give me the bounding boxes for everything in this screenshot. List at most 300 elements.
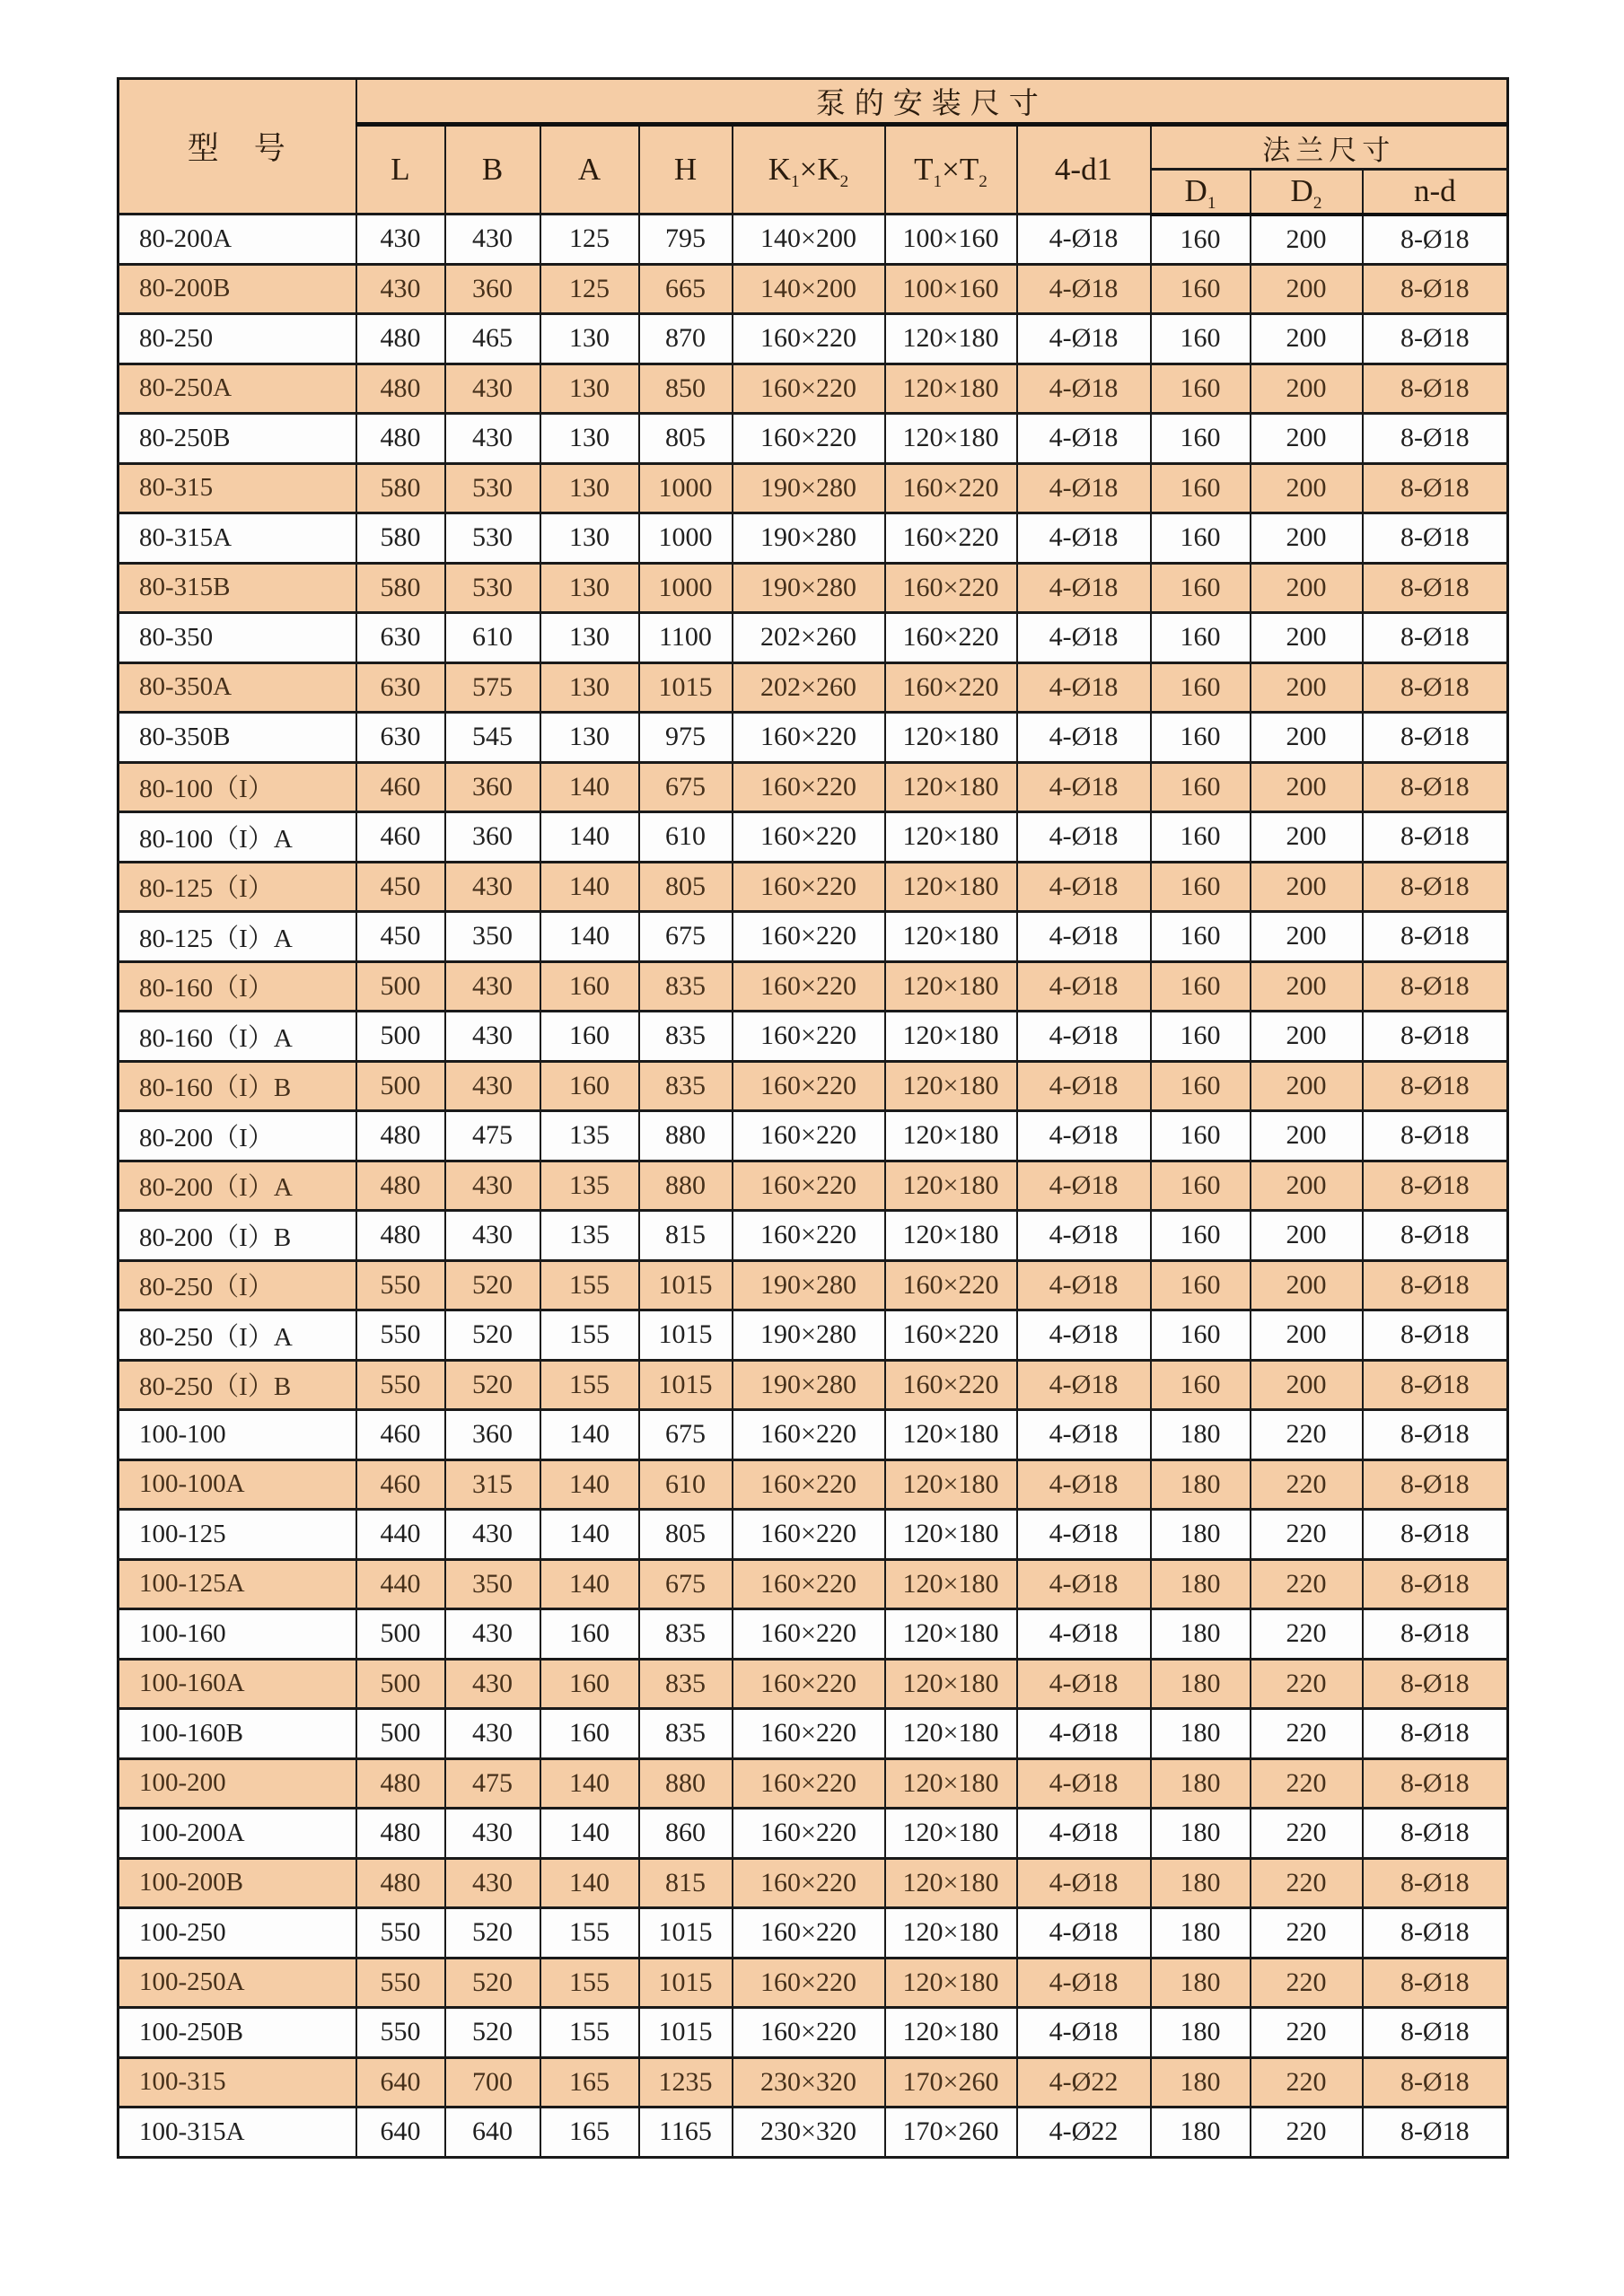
t2-sub: 2: [979, 172, 988, 191]
cell-H: 880: [639, 1111, 733, 1161]
cell-nd: 8-Ø18: [1363, 1858, 1508, 1908]
cell-H: 675: [639, 1410, 733, 1460]
cell-K1xK2: 190×280: [733, 463, 885, 513]
cell-nd: 8-Ø18: [1363, 2108, 1508, 2158]
cell-A: 140: [540, 1809, 639, 1859]
table-row: [119, 862, 1508, 912]
cell-model: 80-160（I）: [119, 961, 356, 1012]
cell-4d1: 4-Ø18: [1017, 1659, 1151, 1709]
cell-model: 80-200（I）B: [119, 1211, 356, 1261]
table-row: [119, 1858, 1508, 1908]
cell-L: 630: [356, 662, 445, 713]
cell-T1xT2: 120×180: [885, 1012, 1017, 1062]
cell-model: 80-200（I）: [119, 1111, 356, 1161]
cell-T1xT2: 120×180: [885, 1559, 1017, 1609]
cell-H: 610: [639, 1459, 733, 1510]
cell-D1: 160: [1151, 812, 1251, 863]
cell-K1xK2: 140×200: [733, 264, 885, 314]
cell-D2: 220: [1251, 2057, 1363, 2108]
cell-K1xK2: 190×280: [733, 563, 885, 613]
cell-D2: 200: [1251, 563, 1363, 613]
cell-D1: 160: [1151, 961, 1251, 1012]
cell-K1xK2: 160×220: [733, 1111, 885, 1161]
cell-B: 430: [445, 1609, 540, 1660]
cell-D2: 200: [1251, 912, 1363, 962]
table-row: [119, 613, 1508, 663]
cell-T1xT2: 160×220: [885, 513, 1017, 564]
cell-A: 140: [540, 862, 639, 912]
cell-T1xT2: 120×180: [885, 1061, 1017, 1111]
cell-4d1: 4-Ø18: [1017, 1758, 1151, 1809]
cell-nd: 8-Ø18: [1363, 1758, 1508, 1809]
cell-D1: 180: [1151, 1659, 1251, 1709]
table-row: [119, 662, 1508, 713]
d2-base: D: [1290, 173, 1313, 209]
cell-model: 100-250: [119, 1908, 356, 1959]
cell-D2: 200: [1251, 513, 1363, 564]
cell-A: 130: [540, 513, 639, 564]
cell-model: 100-200: [119, 1758, 356, 1809]
cell-nd: 8-Ø18: [1363, 513, 1508, 564]
cell-T1xT2: 120×180: [885, 1609, 1017, 1660]
cell-K1xK2: 160×220: [733, 314, 885, 364]
table-row: [119, 1758, 1508, 1809]
cell-B: 465: [445, 314, 540, 364]
table-row: [119, 414, 1508, 464]
cell-L: 500: [356, 1659, 445, 1709]
cell-L: 440: [356, 1510, 445, 1560]
cell-K1xK2: 160×220: [733, 1809, 885, 1859]
cell-B: 575: [445, 662, 540, 713]
cell-model: 100-315A: [119, 2108, 356, 2158]
cell-4d1: 4-Ø18: [1017, 1061, 1151, 1111]
col-header-model: 型 号: [119, 79, 356, 215]
table-row: [119, 1012, 1508, 1062]
cell-K1xK2: 160×220: [733, 1758, 885, 1809]
table-row: [119, 364, 1508, 414]
cell-T1xT2: 100×160: [885, 264, 1017, 314]
cell-D2: 200: [1251, 414, 1363, 464]
cell-D1: 180: [1151, 1410, 1251, 1460]
cell-nd: 8-Ø18: [1363, 1459, 1508, 1510]
cell-T1xT2: 120×180: [885, 2008, 1017, 2058]
cell-D2: 220: [1251, 1908, 1363, 1959]
flange-dimensions-title: 法兰尺寸: [1151, 125, 1508, 170]
cell-L: 500: [356, 1061, 445, 1111]
cell-4d1: 4-Ø18: [1017, 2008, 1151, 2058]
cell-D1: 180: [1151, 1709, 1251, 1759]
cell-T1xT2: 120×180: [885, 1858, 1017, 1908]
cell-A: 160: [540, 1659, 639, 1709]
col-header-B: B: [445, 125, 540, 215]
d1-base: D: [1184, 173, 1207, 209]
cell-A: 140: [540, 1410, 639, 1460]
cell-H: 1100: [639, 613, 733, 663]
cell-K1xK2: 160×220: [733, 1559, 885, 1609]
cell-D1: 160: [1151, 1061, 1251, 1111]
cell-nd: 8-Ø18: [1363, 414, 1508, 464]
cell-D1: 180: [1151, 2008, 1251, 2058]
cell-A: 130: [540, 364, 639, 414]
t-times: ×: [942, 152, 960, 187]
cell-H: 880: [639, 1758, 733, 1809]
cell-D2: 200: [1251, 463, 1363, 513]
cell-H: 1015: [639, 662, 733, 713]
cell-T1xT2: 120×180: [885, 1510, 1017, 1560]
cell-B: 430: [445, 1211, 540, 1261]
cell-L: 500: [356, 1609, 445, 1660]
table-row: [119, 2008, 1508, 2058]
col-header-T1xT2: [885, 125, 1017, 215]
cell-A: 155: [540, 1908, 639, 1959]
header-row-title: [119, 79, 1508, 125]
cell-H: 665: [639, 264, 733, 314]
cell-H: 1015: [639, 1310, 733, 1361]
k-times: ×: [799, 152, 818, 187]
table-row: [119, 1211, 1508, 1261]
table-row: [119, 1559, 1508, 1609]
cell-L: 580: [356, 463, 445, 513]
cell-B: 545: [445, 713, 540, 763]
cell-A: 155: [540, 1260, 639, 1310]
cell-A: 140: [540, 1559, 639, 1609]
cell-B: 520: [445, 1310, 540, 1361]
cell-B: 520: [445, 1958, 540, 2008]
cell-B: 360: [445, 1410, 540, 1460]
t1-base: T: [914, 152, 934, 187]
col-header-L: L: [356, 125, 445, 215]
cell-K1xK2: 202×260: [733, 613, 885, 663]
cell-4d1: 4-Ø18: [1017, 314, 1151, 364]
cell-4d1: 4-Ø18: [1017, 1161, 1151, 1211]
cell-H: 975: [639, 713, 733, 763]
cell-nd: 8-Ø18: [1363, 713, 1508, 763]
cell-D1: 180: [1151, 1609, 1251, 1660]
cell-4d1: 4-Ø18: [1017, 215, 1151, 265]
cell-H: 805: [639, 862, 733, 912]
cell-D2: 200: [1251, 713, 1363, 763]
cell-nd: 8-Ø18: [1363, 1260, 1508, 1310]
cell-H: 805: [639, 1510, 733, 1560]
cell-T1xT2: 160×220: [885, 463, 1017, 513]
cell-B: 430: [445, 414, 540, 464]
cell-L: 480: [356, 414, 445, 464]
cell-D2: 200: [1251, 314, 1363, 364]
cell-A: 165: [540, 2108, 639, 2158]
cell-T1xT2: 120×180: [885, 713, 1017, 763]
cell-D2: 200: [1251, 364, 1363, 414]
cell-K1xK2: 160×220: [733, 1012, 885, 1062]
cell-4d1: 4-Ø18: [1017, 513, 1151, 564]
cell-D1: 160: [1151, 613, 1251, 663]
cell-H: 835: [639, 961, 733, 1012]
cell-T1xT2: 120×180: [885, 1758, 1017, 1809]
cell-A: 130: [540, 563, 639, 613]
cell-D2: 220: [1251, 2008, 1363, 2058]
cell-H: 835: [639, 1659, 733, 1709]
cell-L: 580: [356, 563, 445, 613]
cell-H: 850: [639, 364, 733, 414]
cell-K1xK2: 230×320: [733, 2057, 885, 2108]
cell-model: 80-250（I）B: [119, 1360, 356, 1410]
cell-T1xT2: 160×220: [885, 563, 1017, 613]
cell-A: 155: [540, 2008, 639, 2058]
cell-4d1: 4-Ø18: [1017, 862, 1151, 912]
cell-4d1: 4-Ø18: [1017, 1609, 1151, 1660]
cell-L: 440: [356, 1559, 445, 1609]
cell-nd: 8-Ø18: [1363, 912, 1508, 962]
cell-T1xT2: 120×180: [885, 414, 1017, 464]
table-row: [119, 1161, 1508, 1211]
cell-D1: 160: [1151, 314, 1251, 364]
cell-H: 1015: [639, 1360, 733, 1410]
cell-K1xK2: 160×220: [733, 713, 885, 763]
cell-B: 430: [445, 961, 540, 1012]
cell-H: 835: [639, 1609, 733, 1660]
cell-B: 315: [445, 1459, 540, 1510]
cell-B: 430: [445, 1858, 540, 1908]
cell-D2: 220: [1251, 1410, 1363, 1460]
cell-D2: 200: [1251, 1310, 1363, 1361]
cell-T1xT2: 120×180: [885, 762, 1017, 812]
cell-B: 430: [445, 1061, 540, 1111]
cell-4d1: 4-Ø18: [1017, 1310, 1151, 1361]
cell-H: 870: [639, 314, 733, 364]
cell-model: 80-125（I）A: [119, 912, 356, 962]
cell-K1xK2: 140×200: [733, 215, 885, 265]
t2-base: T: [959, 152, 979, 187]
cell-A: 140: [540, 912, 639, 962]
cell-model: 80-100（I）: [119, 762, 356, 812]
cell-H: 835: [639, 1061, 733, 1111]
cell-A: 140: [540, 1510, 639, 1560]
cell-nd: 8-Ø18: [1363, 463, 1508, 513]
cell-nd: 8-Ø18: [1363, 1012, 1508, 1062]
cell-D2: 200: [1251, 762, 1363, 812]
cell-T1xT2: 160×220: [885, 613, 1017, 663]
cell-K1xK2: 190×280: [733, 1310, 885, 1361]
cell-L: 460: [356, 762, 445, 812]
table-header: [119, 79, 1508, 215]
table-row: [119, 1260, 1508, 1310]
cell-D2: 200: [1251, 1211, 1363, 1261]
cell-D2: 220: [1251, 1758, 1363, 1809]
cell-nd: 8-Ø18: [1363, 613, 1508, 663]
table-row: [119, 1709, 1508, 1759]
cell-H: 1015: [639, 1908, 733, 1959]
cell-K1xK2: 160×220: [733, 912, 885, 962]
k2-base: K: [817, 152, 840, 187]
cell-K1xK2: 190×280: [733, 1260, 885, 1310]
table-row: [119, 1510, 1508, 1560]
col-header-4d1: 4-d1: [1017, 125, 1151, 215]
cell-nd: 8-Ø18: [1363, 364, 1508, 414]
cell-nd: 8-Ø18: [1363, 1510, 1508, 1560]
cell-4d1: 4-Ø18: [1017, 1012, 1151, 1062]
table-row: [119, 1459, 1508, 1510]
cell-model: 100-200B: [119, 1858, 356, 1908]
cell-A: 140: [540, 1758, 639, 1809]
cell-L: 480: [356, 1111, 445, 1161]
cell-A: 135: [540, 1211, 639, 1261]
cell-B: 520: [445, 1908, 540, 1959]
d1-sub: 1: [1207, 194, 1216, 214]
cell-T1xT2: 120×180: [885, 1111, 1017, 1161]
cell-H: 1000: [639, 513, 733, 564]
cell-model: 80-160（I）A: [119, 1012, 356, 1062]
cell-B: 430: [445, 1161, 540, 1211]
cell-L: 640: [356, 2057, 445, 2108]
cell-B: 360: [445, 812, 540, 863]
cell-4d1: 4-Ø18: [1017, 713, 1151, 763]
cell-D1: 160: [1151, 264, 1251, 314]
cell-K1xK2: 160×220: [733, 1659, 885, 1709]
cell-nd: 8-Ø18: [1363, 862, 1508, 912]
cell-A: 165: [540, 2057, 639, 2108]
cell-4d1: 4-Ø18: [1017, 961, 1151, 1012]
cell-L: 480: [356, 364, 445, 414]
cell-D1: 160: [1151, 215, 1251, 265]
cell-A: 160: [540, 961, 639, 1012]
cell-A: 125: [540, 215, 639, 265]
cell-H: 1000: [639, 563, 733, 613]
cell-H: 795: [639, 215, 733, 265]
cell-model: 100-160A: [119, 1659, 356, 1709]
cell-4d1: 4-Ø22: [1017, 2108, 1151, 2158]
cell-4d1: 4-Ø22: [1017, 2057, 1151, 2108]
cell-L: 630: [356, 613, 445, 663]
cell-T1xT2: 170×260: [885, 2108, 1017, 2158]
cell-H: 1015: [639, 1958, 733, 2008]
cell-B: 350: [445, 912, 540, 962]
cell-K1xK2: 160×220: [733, 1061, 885, 1111]
cell-nd: 8-Ø18: [1363, 1161, 1508, 1211]
cell-D1: 180: [1151, 1958, 1251, 2008]
cell-D2: 220: [1251, 1858, 1363, 1908]
cell-A: 155: [540, 1310, 639, 1361]
cell-D1: 180: [1151, 1559, 1251, 1609]
cell-nd: 8-Ø18: [1363, 1410, 1508, 1460]
cell-T1xT2: 120×180: [885, 1211, 1017, 1261]
k1-base: K: [768, 152, 791, 187]
cell-4d1: 4-Ø18: [1017, 1809, 1151, 1859]
cell-nd: 8-Ø18: [1363, 563, 1508, 613]
table-row: [119, 1360, 1508, 1410]
cell-4d1: 4-Ø18: [1017, 912, 1151, 962]
cell-A: 130: [540, 713, 639, 763]
cell-4d1: 4-Ø18: [1017, 264, 1151, 314]
cell-B: 430: [445, 364, 540, 414]
cell-K1xK2: 160×220: [733, 2008, 885, 2058]
cell-L: 430: [356, 264, 445, 314]
cell-H: 815: [639, 1858, 733, 1908]
cell-4d1: 4-Ø18: [1017, 1111, 1151, 1161]
cell-B: 430: [445, 862, 540, 912]
cell-L: 460: [356, 1459, 445, 1510]
cell-L: 430: [356, 215, 445, 265]
cell-D2: 220: [1251, 1459, 1363, 1510]
cell-D2: 200: [1251, 662, 1363, 713]
table-row: [119, 1310, 1508, 1361]
cell-T1xT2: 120×180: [885, 1161, 1017, 1211]
table-row: [119, 2057, 1508, 2108]
cell-K1xK2: 160×220: [733, 1211, 885, 1261]
cell-H: 610: [639, 812, 733, 863]
cell-model: 80-200B: [119, 264, 356, 314]
cell-B: 430: [445, 1709, 540, 1759]
cell-nd: 8-Ø18: [1363, 1061, 1508, 1111]
cell-nd: 8-Ø18: [1363, 762, 1508, 812]
cell-4d1: 4-Ø18: [1017, 1510, 1151, 1560]
cell-H: 675: [639, 762, 733, 812]
col-header-D2: [1251, 170, 1363, 215]
cell-L: 480: [356, 1161, 445, 1211]
table-row: [119, 314, 1508, 364]
cell-nd: 8-Ø18: [1363, 1211, 1508, 1261]
cell-nd: 8-Ø18: [1363, 1111, 1508, 1161]
cell-4d1: 4-Ø18: [1017, 1459, 1151, 1510]
col-header-A: A: [540, 125, 639, 215]
cell-4d1: 4-Ø18: [1017, 1709, 1151, 1759]
cell-D1: 180: [1151, 1809, 1251, 1859]
cell-K1xK2: 160×220: [733, 1858, 885, 1908]
cell-4d1: 4-Ø18: [1017, 812, 1151, 863]
cell-D2: 220: [1251, 1510, 1363, 1560]
cell-model: 80-250（I）: [119, 1260, 356, 1310]
cell-4d1: 4-Ø18: [1017, 364, 1151, 414]
cell-B: 530: [445, 463, 540, 513]
cell-D1: 160: [1151, 1310, 1251, 1361]
cell-4d1: 4-Ø18: [1017, 1260, 1151, 1310]
cell-B: 430: [445, 1809, 540, 1859]
cell-B: 520: [445, 2008, 540, 2058]
cell-B: 360: [445, 762, 540, 812]
cell-T1xT2: 120×180: [885, 862, 1017, 912]
cell-K1xK2: 160×220: [733, 1410, 885, 1460]
cell-H: 675: [639, 912, 733, 962]
cell-D1: 160: [1151, 1211, 1251, 1261]
cell-K1xK2: 160×220: [733, 1609, 885, 1660]
cell-nd: 8-Ø18: [1363, 1958, 1508, 2008]
cell-D2: 200: [1251, 961, 1363, 1012]
cell-T1xT2: 120×180: [885, 961, 1017, 1012]
cell-nd: 8-Ø18: [1363, 1360, 1508, 1410]
cell-L: 580: [356, 513, 445, 564]
table-row: [119, 713, 1508, 763]
cell-B: 475: [445, 1758, 540, 1809]
cell-D2: 200: [1251, 1012, 1363, 1062]
cell-D1: 160: [1151, 862, 1251, 912]
table-row: [119, 463, 1508, 513]
cell-K1xK2: 230×320: [733, 2108, 885, 2158]
cell-L: 450: [356, 862, 445, 912]
cell-D1: 180: [1151, 1510, 1251, 1560]
cell-A: 130: [540, 613, 639, 663]
cell-D1: 180: [1151, 2108, 1251, 2158]
cell-D1: 160: [1151, 1360, 1251, 1410]
cell-D2: 200: [1251, 1111, 1363, 1161]
cell-T1xT2: 120×180: [885, 1410, 1017, 1460]
cell-A: 135: [540, 1111, 639, 1161]
cell-L: 480: [356, 1809, 445, 1859]
cell-B: 640: [445, 2108, 540, 2158]
cell-A: 160: [540, 1609, 639, 1660]
cell-model: 100-160B: [119, 1709, 356, 1759]
cell-L: 450: [356, 912, 445, 962]
cell-D1: 160: [1151, 662, 1251, 713]
cell-L: 480: [356, 1858, 445, 1908]
cell-L: 500: [356, 961, 445, 1012]
